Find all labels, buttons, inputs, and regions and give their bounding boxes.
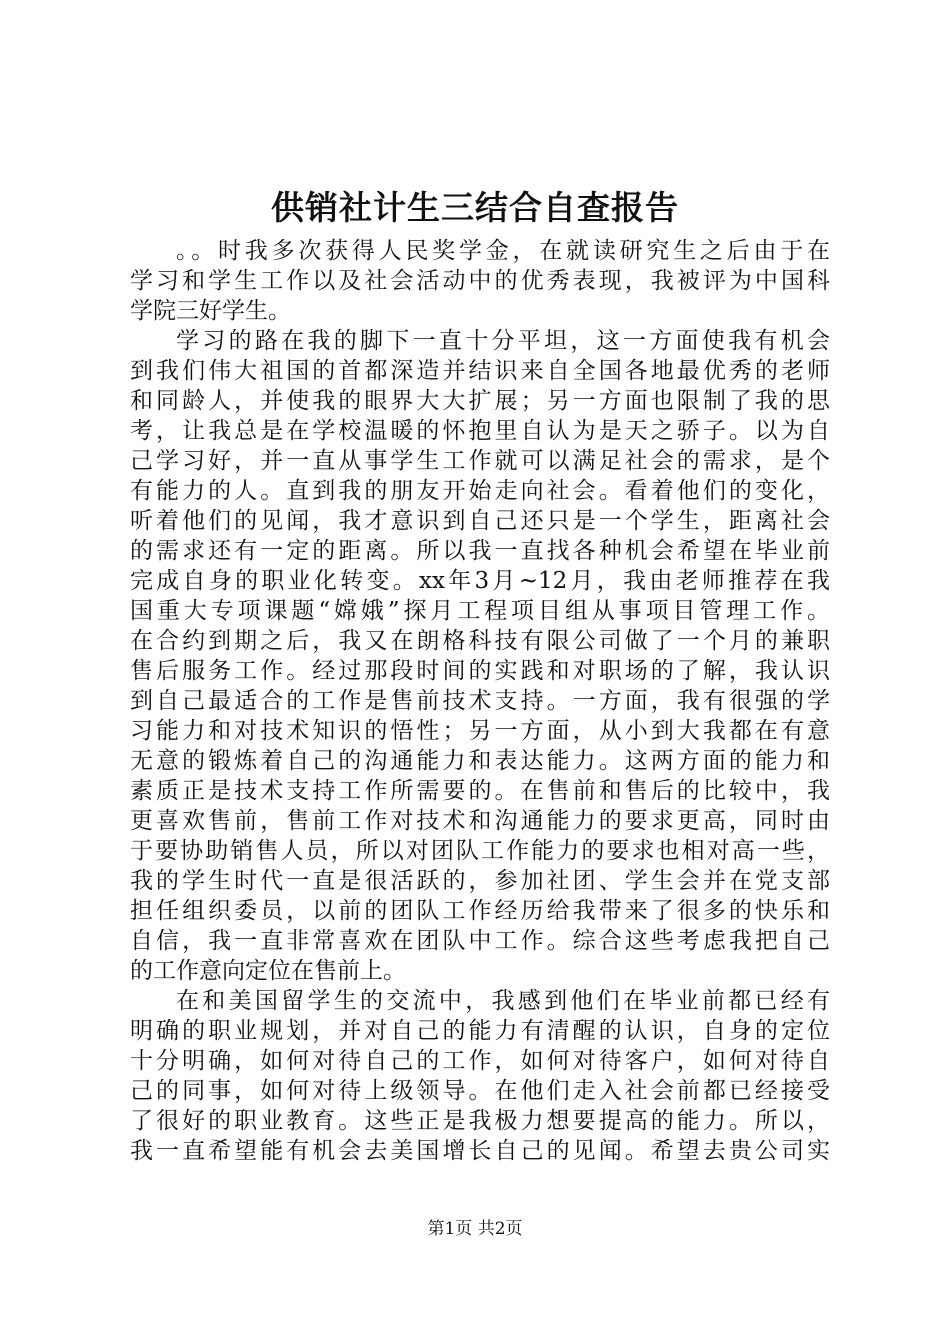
paragraph-line: 的需求还有一定的距离。所以我一直找各种机会希望在毕业前 (130, 538, 830, 564)
paragraph-line: 学院三好学生。 (130, 298, 291, 324)
paragraph-line: 听着他们的见闻，我才意识到自己还只是一个学生，距离社会 (130, 508, 830, 534)
paragraph-line: 有能力的人。直到我的朋友开始走向社会。看着他们的变化， (130, 478, 830, 504)
paragraph-line: 自信，我一直非常喜欢在团队中工作。综合这些考虑我把自己 (130, 928, 830, 954)
paragraph-line: 国重大专项课题“嫦娥”探月工程项目组从事项目管理工作。 (130, 598, 830, 624)
paragraph-line: 。。时我多次获得人民奖学金，在就读研究生之后由于在 (176, 238, 830, 264)
paragraph-line: 更喜欢售前，售前工作对技术和沟通能力的要求更高，同时由 (130, 808, 830, 834)
document-title: 供销社计生三结合自查报告 (271, 188, 679, 227)
paragraph-line: 十分明确，如何对待自己的工作，如何对待客户，如何对待自 (130, 1048, 830, 1074)
paragraph-line: 素质正是技术支持工作所需要的。在售前和售后的比较中，我 (130, 778, 830, 804)
paragraph-line: 的工作意向定位在售前上。 (130, 958, 406, 984)
paragraph-line: 售后服务工作。经过那段时间的实践和对职场的了解，我认识 (130, 658, 830, 684)
document-body (130, 236, 830, 1166)
paragraph-line: 学习和学生工作以及社会活动中的优秀表现，我被评为中国科 (130, 268, 830, 294)
paragraph-line: 在合约到期之后，我又在朗格科技有限公司做了一个月的兼职 (130, 628, 830, 654)
paragraph-line: 在和美国留学生的交流中，我感到他们在毕业前都已经有 (176, 988, 830, 1014)
paragraph-line: 己学习好，并一直从事学生工作就可以满足社会的需求，是个 (130, 448, 830, 474)
paragraph-line: 明确的职业规划，并对自己的能力有清醒的认识，自身的定位 (130, 1018, 830, 1044)
paragraph-line: 担任组织委员，以前的团队工作经历给我带来了很多的快乐和 (130, 898, 830, 924)
paragraph-line: 我的学生时代一直是很活跃的，参加社团、学生会并在党支部 (130, 868, 830, 894)
paragraph-line: 我一直希望能有机会去美国增长自己的见闻。希望去贵公司实 (130, 1138, 830, 1164)
paragraph-line: 了很好的职业教育。这些正是我极力想要提高的能力。所以， (130, 1108, 830, 1134)
page-number-footer: 第1页 共2页 (427, 1219, 523, 1239)
paragraph-line: 到我们伟大祖国的首都深造并结识来自全国各地最优秀的老师 (130, 358, 830, 384)
paragraph-line: 学习的路在我的脚下一直十分平坦，这一方面使我有机会 (176, 328, 830, 354)
paragraph-line: 己的同事，如何对待上级领导。在他们走入社会前都已经接受 (130, 1078, 830, 1104)
paragraph-line: 到自己最适合的工作是售前技术支持。一方面，我有很强的学 (130, 688, 830, 714)
paragraph-line: 完成自身的职业化转变。xx年3月~12月，我由老师推荐在我 (130, 568, 830, 594)
paragraph-line: 习能力和对技术知识的悟性；另一方面，从小到大我都在有意 (130, 718, 830, 744)
paragraph-line: 于要协助销售人员，所以对团队工作能力的要求也相对高一些， (130, 838, 830, 864)
paragraph-line: 考，让我总是在学校温暖的怀抱里自认为是天之骄子。以为自 (130, 418, 830, 444)
paragraph-line: 无意的锻炼着自己的沟通能力和表达能力。这两方面的能力和 (130, 748, 830, 774)
paragraph-line: 和同龄人，并使我的眼界大大扩展；另一方面也限制了我的思 (130, 388, 830, 414)
